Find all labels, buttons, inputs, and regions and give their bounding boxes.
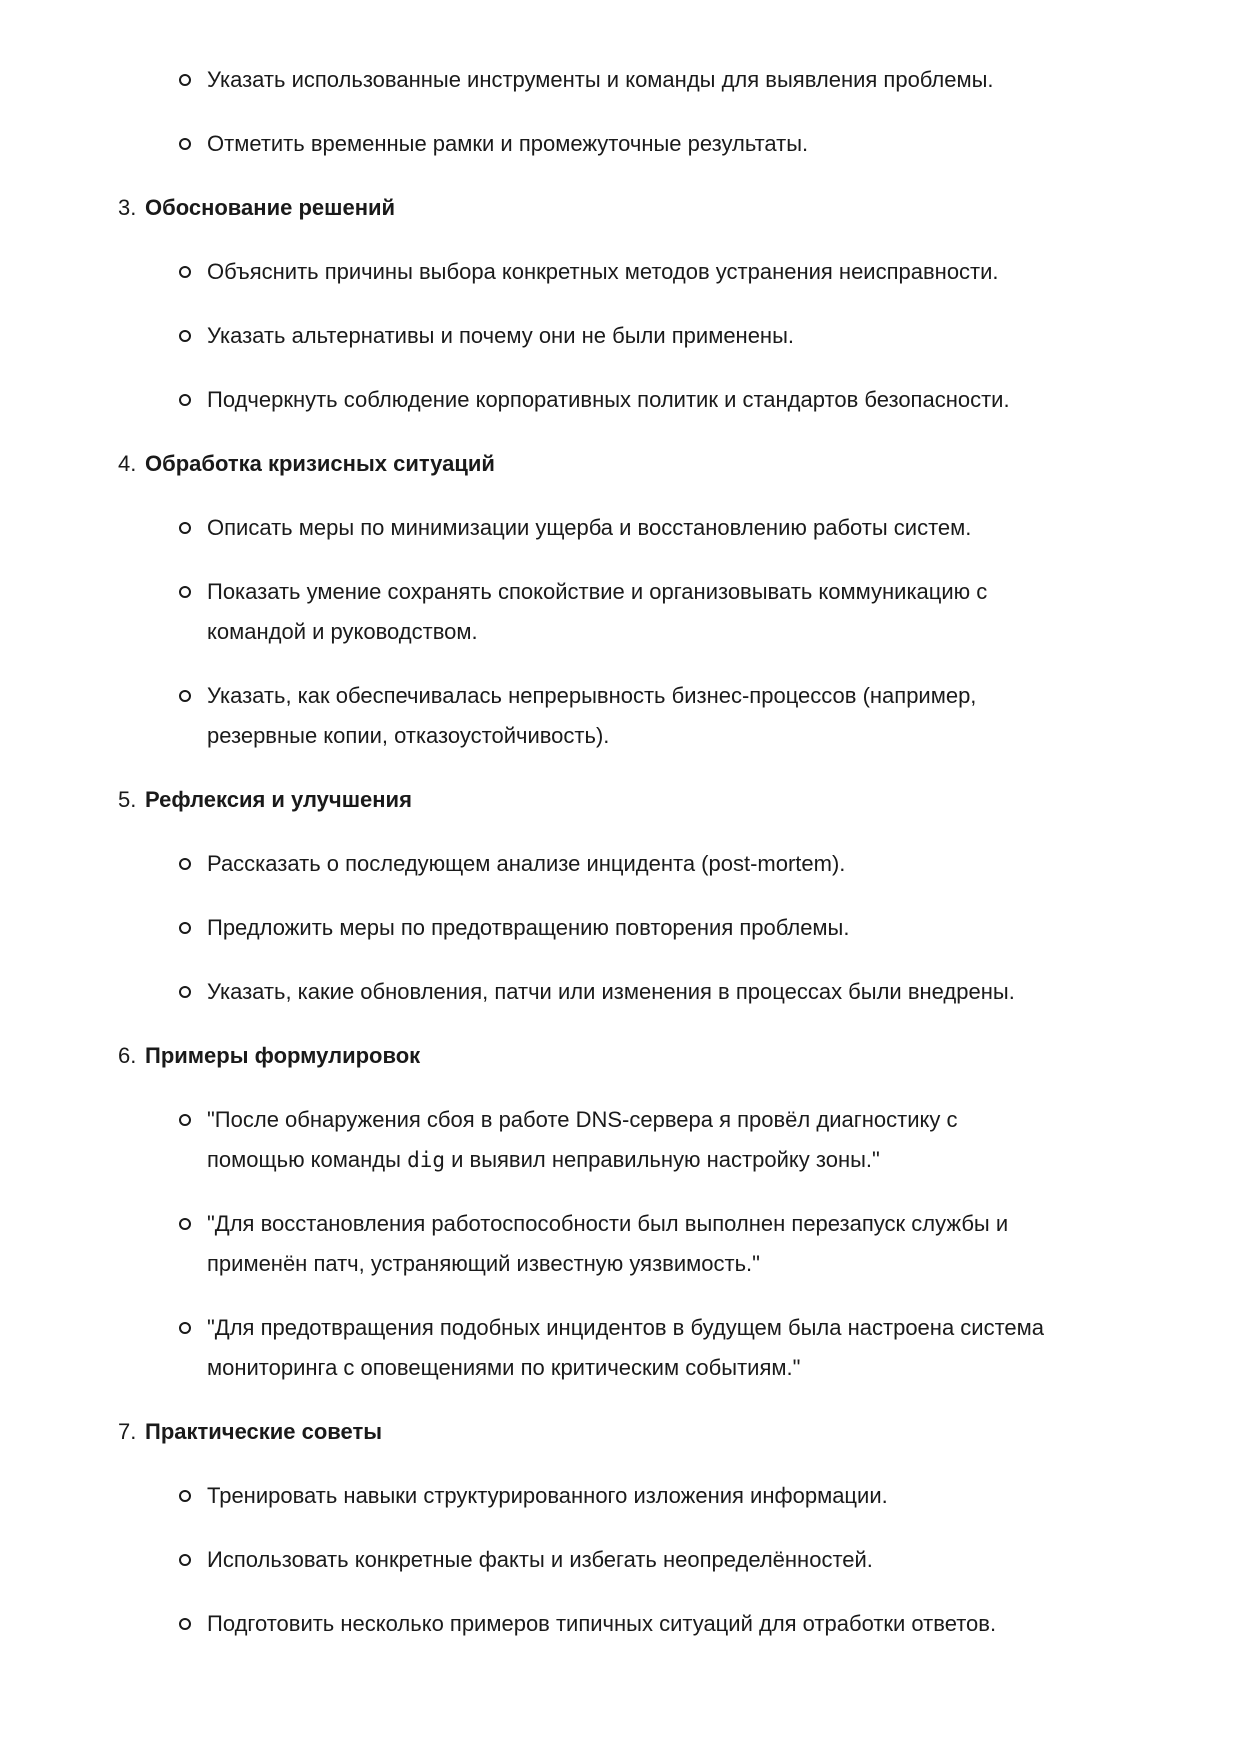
section-title: Обработка кризисных ситуаций: [145, 451, 495, 476]
list-item-line: Указать, как обеспечивалась непрерывность бизнес-процессов (например,: [207, 683, 977, 708]
section-number: 3.: [118, 195, 137, 220]
hollow-bullet-icon: [179, 1322, 191, 1334]
list-item-line: мониторинга с оповещениями по критическим событиям.": [207, 1355, 801, 1380]
section-number: 6.: [118, 1043, 137, 1068]
list-item: [0, 252, 1239, 292]
list-item-line: Подготовить несколько примеров типичных ситуаций для отработки ответов.: [207, 1611, 997, 1636]
section-number: 7.: [118, 1419, 137, 1444]
section-heading: [0, 444, 1239, 484]
hollow-bullet-icon: [179, 330, 191, 342]
list-item-line: Использовать конкретные факты и избегать неопределённостей.: [207, 1547, 873, 1572]
list-item-line: Показать умение сохранять спокойствие и организовывать коммуникацию с: [207, 579, 988, 604]
list-item-line: Отметить временные рамки и промежуточные результаты.: [207, 131, 809, 156]
list-item-line: "Для восстановления работоспособности был выполнен перезапуск службы и: [207, 1211, 1009, 1236]
list-item-line: Указать использованные инструменты и команды для выявления проблемы.: [207, 67, 994, 92]
hollow-bullet-icon: [179, 1618, 191, 1630]
list-item-line: Рассказать о последующем анализе инцидента (post-mortem).: [207, 851, 846, 876]
hollow-bullet-icon: [179, 922, 191, 934]
hollow-bullet-icon: [179, 1114, 191, 1126]
hollow-bullet-icon: [179, 138, 191, 150]
hollow-bullet-icon: [179, 1490, 191, 1502]
section-heading: [0, 188, 1239, 228]
list-item-line: Указать альтернативы и почему они не были применены.: [207, 323, 795, 348]
section-number: 4.: [118, 451, 137, 476]
list-item: [0, 508, 1239, 548]
list-item: [0, 316, 1239, 356]
list-item-line: командой и руководством.: [207, 619, 478, 644]
list-item: [0, 1604, 1239, 1644]
hollow-bullet-icon: [179, 858, 191, 870]
list-item: [0, 908, 1239, 948]
list-item-line: Объяснить причины выбора конкретных методов устранения неисправности.: [207, 259, 999, 284]
hollow-bullet-icon: [179, 690, 191, 702]
hollow-bullet-icon: [179, 522, 191, 534]
list-item-line: резервные копии, отказоустойчивость).: [207, 723, 610, 748]
list-item: [0, 60, 1239, 100]
list-item-line: Предложить меры по предотвращению повторения проблемы.: [207, 915, 850, 940]
list-item: [0, 572, 1239, 652]
text-fragment: и выявил неправильную настройку зоны.": [445, 1147, 880, 1172]
list-item-line: Подчеркнуть соблюдение корпоративных политик и стандартов безопасности.: [207, 387, 1010, 412]
list-item-line: Указать, какие обновления, патчи или изменения в процессах были внедрены.: [207, 979, 1015, 1004]
hollow-bullet-icon: [179, 986, 191, 998]
list-item-line: Тренировать навыки структурированного изложения информации.: [207, 1483, 888, 1508]
list-item-line: "После обнаружения сбоя в работе DNS-сервера я провёл диагностику с: [207, 1107, 958, 1132]
hollow-bullet-icon: [179, 74, 191, 86]
section-heading: [0, 1412, 1239, 1452]
text-fragment: помощью команды: [207, 1147, 408, 1172]
list-item-line: Описать меры по минимизации ущерба и восстановлению работы систем.: [207, 515, 972, 540]
section-title: Обоснование решений: [145, 195, 396, 220]
list-item: [0, 124, 1239, 164]
list-item: [0, 380, 1239, 420]
list-item: [0, 1100, 1239, 1180]
section-title: Практические советы: [145, 1419, 383, 1444]
list-item-line: применён патч, устраняющий известную уязвимость.": [207, 1251, 760, 1276]
section-heading: [0, 1036, 1239, 1076]
list-item: [0, 972, 1239, 1012]
list-item-line: [207, 1140, 1239, 1180]
list-item: [0, 1476, 1239, 1516]
list-item: [0, 1540, 1239, 1580]
hollow-bullet-icon: [179, 394, 191, 406]
section-title: Примеры формулировок: [145, 1043, 421, 1068]
list-item: [0, 676, 1239, 756]
hollow-bullet-icon: [179, 266, 191, 278]
list-item-line: "Для предотвращения подобных инцидентов в будущем была настроена система: [207, 1315, 1044, 1340]
list-item: [0, 1204, 1239, 1284]
hollow-bullet-icon: [179, 1554, 191, 1566]
list-item: [0, 844, 1239, 884]
section-number: 5.: [118, 787, 137, 812]
inline-code: dig: [407, 1148, 445, 1172]
list-item: [0, 1308, 1239, 1388]
section-heading: [0, 780, 1239, 820]
hollow-bullet-icon: [179, 586, 191, 598]
section-title: Рефлексия и улучшения: [145, 787, 412, 812]
hollow-bullet-icon: [179, 1218, 191, 1230]
